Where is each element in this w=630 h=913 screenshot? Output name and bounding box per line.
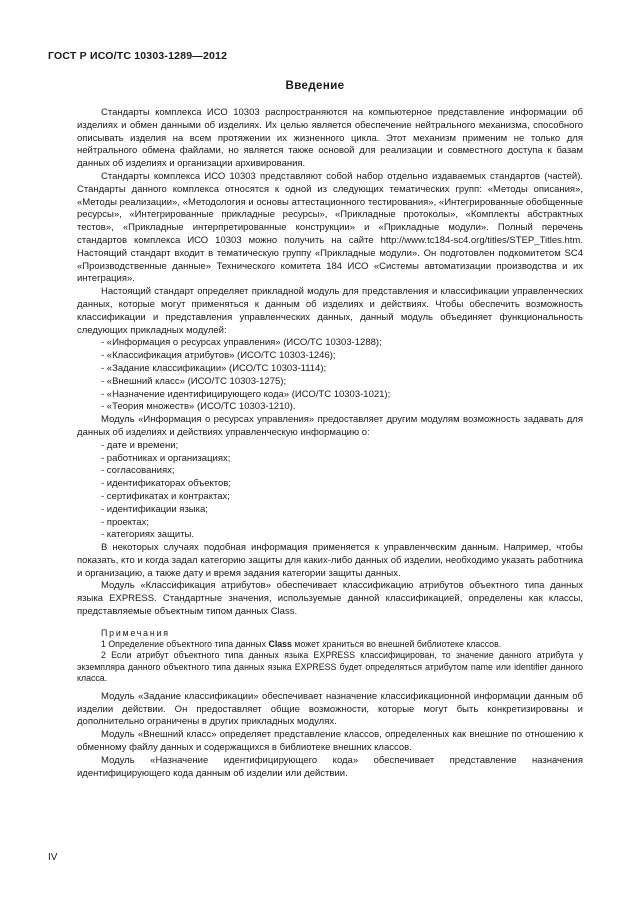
- paragraph: Модуль «Назначение идентифицирующего кода» обеспечивает представление назначения идентифицирующего кода данным об изделии или действии.: [77, 754, 583, 779]
- list-item: - сертификатах и контрактах;: [101, 490, 230, 502]
- paragraph: Стандарты комплекса ИСО 10303 представляют собой набор отдельно издаваемых стандартов (частей). Стандарты данного комплекса относятся к одной из следующих тематических групп: «Методы описания», «Методы реализации», «Методология и основы аттестационного тестирования», «Интегрированные обобщенные ресурсы», «Интегрированные прикладные ресурсы», «Прикладные протоколы», «Комплекты абстрактных тестов», «Прикладные интерпретированные конструкции» и «Прикладные модули». Полный перечень стандартов комплекса ИСО 10303 можно получить на сайте http://www.tc184-sc4.org/titles/STEP_Titles.htm. Настоящий стандарт входит в тематическую группу «Прикладные модули». Он подготовлен подкомитетом SC4 «Производственные данные» Технического комитета 184 ИСО «Системы автоматизации производства и их интеграция».: [77, 170, 583, 285]
- paragraph: Модуль «Информация о ресурсах управления» предоставляет другим модулям возможность задавать для данных об изделиях и действиях управленческую информацию о:: [77, 414, 583, 438]
- note-1-text-start: 1 Определение объектного типа данных: [101, 638, 269, 649]
- page-number: IV: [48, 852, 58, 863]
- list-item: - «Внешний класс» (ИСО/ТС 10303-1275);: [101, 375, 287, 387]
- paragraph: Стандарты комплекса ИСО 10303 распространяются на компьютерное представление информации об изделиях и обмен данными об изделиях. Их целью является обеспечение нейтрального механизма, способного описывать изделия на всем протяжении их жизненного цикла. Этот механизм применим не только для нейтрального обмена файлами, но является также основой для реализации и совместного доступа к базам данных об изделиях и организации архивирования.: [77, 107, 583, 170]
- paragraph: Настоящий стандарт определяет прикладной модуль для представления и классификации управленческих данных, которые могут применяться к данным об изделиях и действиях. Чтобы обеспечить возможность классификации и представления управленческих данных, данный модуль объединяет функциональность следующих прикладных модулей:: [77, 286, 583, 336]
- list-item: - «Задание классификации» (ИСО/ТС 10303-1114);: [101, 362, 327, 374]
- paragraph: Модуль «Классификация атрибутов» обеспечивает классификацию атрибутов объектного типа данных языка EXPRESS. Стандартные значения, используемые данной классификацией, определены как классы, представляемые объектным типом данных Class.: [77, 580, 583, 618]
- list-item: - категориях защиты.: [101, 529, 195, 541]
- notes-heading: Примечания: [101, 627, 170, 638]
- section-title: Введение: [285, 80, 345, 92]
- list-item: - «Назначение идентифицирующего кода» (ИСО/ТС 10303-1021);: [101, 388, 391, 400]
- note-2: 2 Если атрибут объектного типа данных языка EXPRESS классифицирован, то значение данного атрибута у экземпляра данного объектного типа данных языка EXPRESS будет определяться атрибутом name или identifier данного класса.: [77, 650, 583, 684]
- paragraph: В некоторых случаях подобная информация применяется к управленческим данным. Например, чтобы показать, кто и когда задал категорию защиты для каких-либо данных об изделии, необходимо указать работника и организацию, а также дату и время задания категории защиты данных.: [77, 542, 583, 579]
- list-item: - идентификаторах объектов;: [101, 478, 231, 490]
- list-item: - «Теория множеств» (ИСО/ТС 10303-1210).: [101, 401, 296, 413]
- spacer: [77, 619, 583, 625]
- list-item: - «Классификация атрибутов» (ИСО/ТС 10303-1246);: [101, 350, 336, 362]
- document-header: ГОСТ Р ИСО/ТС 10303-1289—2012: [48, 50, 228, 62]
- list-item: - проектах;: [101, 516, 149, 528]
- note-1-text-end: может храниться во внешней библиотеке классов.: [291, 638, 502, 649]
- note-1-class-term: Class: [268, 638, 292, 649]
- list-item: - «Информация о ресурсах управления» (ИСО/ТС 10303-1288);: [101, 337, 382, 349]
- document-body: [77, 107, 583, 780]
- list-item: - дате и времени;: [101, 439, 179, 451]
- paragraph: Модуль «Задание классификации» обеспечивает назначение классификационной информации данным об изделии действии. Он предоставляет общие возможности, которые могут быть конкретизированы и дополнительно ограничены в других прикладных модулях.: [77, 690, 583, 728]
- list-item: - идентификации языка;: [101, 503, 208, 515]
- paragraph: Модуль «Внешний класс» определяет представление классов, определенных как внешние по отношению к обменному файлу данных и содержащихся в библиотеке внешних классов.: [77, 729, 583, 754]
- list-item: - согласованиях;: [101, 465, 175, 477]
- note-1: [77, 639, 583, 651]
- list-item: - работниках и организациях;: [101, 452, 231, 464]
